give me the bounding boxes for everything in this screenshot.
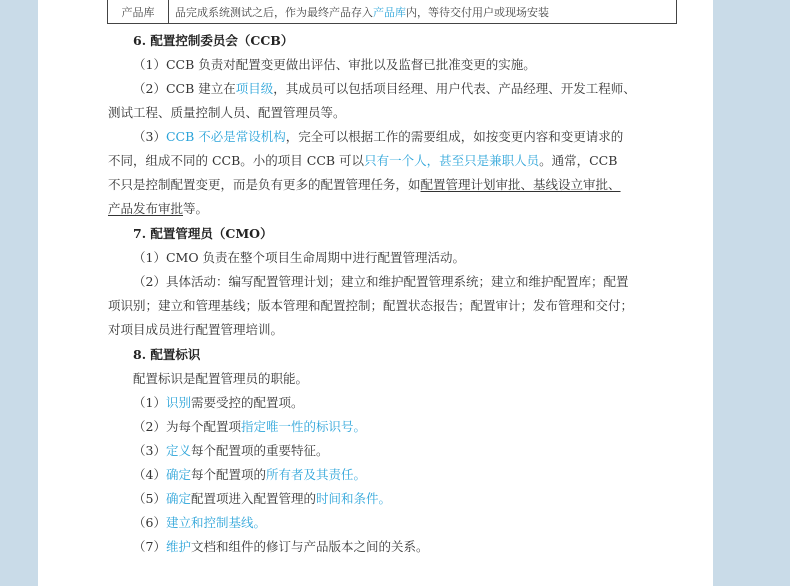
sec7-p2-line2: 项识别；建立和管理基线；版本管理和配置控制；配置状态报告；配置审计；发布管理和交付； — [108, 298, 634, 313]
sec8-intro: 配置标识是配置管理员的职能。 — [133, 371, 309, 386]
highlight: CCB 不必是常设机构 — [165, 129, 286, 144]
table-fragment — [107, 0, 677, 24]
text: 每个配置项的 — [190, 467, 266, 482]
highlight: 识别 — [165, 395, 191, 410]
text: 不只是控制配置变更，而是负有更多的配置管理任务，如 — [108, 177, 421, 192]
highlight: 确定 — [165, 491, 191, 506]
text: 每个配置项的重要特征。 — [190, 443, 329, 458]
section-8-heading: 8. 配置标识 — [133, 347, 201, 362]
sec6-p1: （1）CCB 负责对配置变更做出评估、审批以及监督已批准变更的实施。 — [133, 57, 536, 72]
highlight: 指定唯一性的标识号。 — [240, 419, 366, 434]
document-page — [38, 0, 713, 586]
highlight: 时间和条件。 — [315, 491, 391, 506]
sec7-p2-line3: 对项目成员进行配置管理培训。 — [108, 322, 284, 337]
sec6-p3-line2 — [108, 153, 617, 169]
text: 需要受控的配置项。 — [190, 395, 304, 410]
text: ，其成员可以包括项目经理、用户代表、产品经理、开发工程师、 — [273, 81, 636, 96]
highlight: 确定 — [165, 467, 191, 482]
sec8-item — [133, 539, 428, 555]
text: （2）CCB 建立在 — [133, 81, 236, 96]
underlined-text: 配置管理计划审批、基线设立审批、 — [420, 177, 621, 192]
sec7-p2: （2）具体活动：编写配置管理计划；建立和维护配置管理系统；建立和维护配置库；配置 — [133, 274, 629, 289]
highlight: 维护 — [165, 539, 191, 554]
sec6-p3-line3 — [108, 177, 621, 193]
text: （3） — [133, 129, 166, 144]
underlined-text: 产品发布审批 — [108, 201, 184, 216]
sec6-p3 — [133, 129, 623, 145]
text: 不同，组成不同的 CCB。小的项目 CCB 可以 — [108, 153, 365, 168]
table-text: 内，等待交付用户或现场安装 — [406, 6, 549, 19]
item-prefix: （4） — [133, 467, 166, 482]
text: 等。 — [183, 201, 209, 216]
sec6-p2 — [133, 81, 636, 97]
highlight: 项目级 — [235, 81, 274, 96]
item-prefix: （3） — [133, 443, 166, 458]
sec8-item — [133, 491, 391, 507]
item-prefix: （1） — [133, 395, 166, 410]
text: 配置项进入配置管理的 — [190, 491, 316, 506]
item-prefix: （7） — [133, 539, 166, 554]
sec8-item — [133, 419, 366, 435]
sec8-item — [133, 395, 303, 411]
highlight: 定义 — [165, 443, 191, 458]
table-cell-label: 产品库 — [108, 0, 169, 23]
item-prefix: （5） — [133, 491, 166, 506]
highlight: 建立和控制基线。 — [165, 515, 266, 530]
table-cell-body — [169, 0, 549, 23]
sec7-p1: （1）CMO 负责在整个项目生命周期中进行配置管理活动。 — [133, 250, 466, 265]
sec6-p2-line2: 测试工程、质量控制人员、配置管理员等。 — [108, 105, 346, 120]
table-text: 品完成系统测试之后，作为最终产品存入 — [175, 6, 373, 19]
highlight: 只有一个人，甚至只是兼职人员 — [364, 153, 540, 168]
highlight: 所有者及其责任。 — [265, 467, 366, 482]
item-prefix: （2） — [133, 419, 166, 434]
text: ，完全可以根据工作的需要组成，如按变更内容和变更请求的 — [285, 129, 624, 144]
item-prefix: （6） — [133, 515, 166, 530]
table-highlight: 产品库 — [373, 6, 406, 19]
text: 为每个配置项 — [165, 419, 241, 434]
section-7-heading: 7. 配置管理员（CMO） — [133, 226, 273, 241]
text: 文档和组件的修订与产品版本之间的关系。 — [190, 539, 429, 554]
sec8-item — [133, 467, 366, 483]
sec8-item — [133, 515, 266, 531]
sec8-item — [133, 443, 328, 459]
sec6-p3-line4 — [108, 201, 208, 217]
section-6-heading: 6. 配置控制委员会（CCB） — [133, 33, 294, 48]
text: 。通常，CCB — [539, 153, 618, 168]
